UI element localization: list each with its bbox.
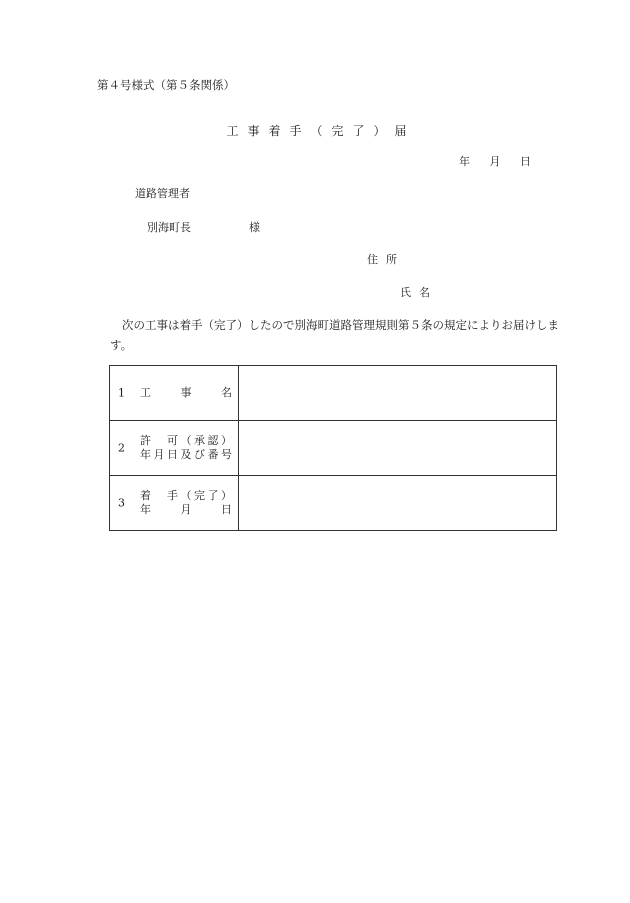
addressee-line2: 別海町長 — [147, 221, 191, 234]
row-label-cell — [110, 421, 239, 476]
row-label: 許 可（承認） — [140, 434, 232, 447]
table-row — [110, 421, 557, 476]
date-line: 年 月 日 — [459, 155, 531, 168]
row-number: 1 — [118, 386, 125, 400]
honorific: 様 — [249, 221, 260, 234]
row-number: 3 — [118, 496, 125, 510]
row-label-cell — [110, 476, 239, 531]
document-title: 工事着手（完了）届 — [226, 124, 416, 138]
table-row — [110, 476, 557, 531]
row-number: 2 — [118, 441, 125, 455]
row-label: 年 月 日 — [140, 503, 232, 516]
row-label-cell — [110, 366, 239, 421]
row-label: 着 手（完了） — [140, 489, 232, 502]
body-text: 次の工事は着手（完了）したので別海町道路管理規則第５条の規定によりお届けします。 — [110, 318, 559, 352]
row-value-cell[interactable] — [239, 476, 557, 531]
row-label: 工 事 名 — [140, 386, 232, 399]
row-value-cell[interactable] — [239, 366, 557, 421]
address-label: 住所 — [367, 253, 405, 266]
row-value-cell[interactable] — [239, 421, 557, 476]
row-label: 年月日及び番号 — [140, 448, 232, 461]
form-number: 第４号様式（第５条関係） — [97, 78, 235, 92]
name-label: 氏名 — [400, 286, 438, 299]
addressee-line1: 道路管理者 — [135, 187, 190, 200]
form-table — [109, 365, 557, 531]
table-row — [110, 366, 557, 421]
